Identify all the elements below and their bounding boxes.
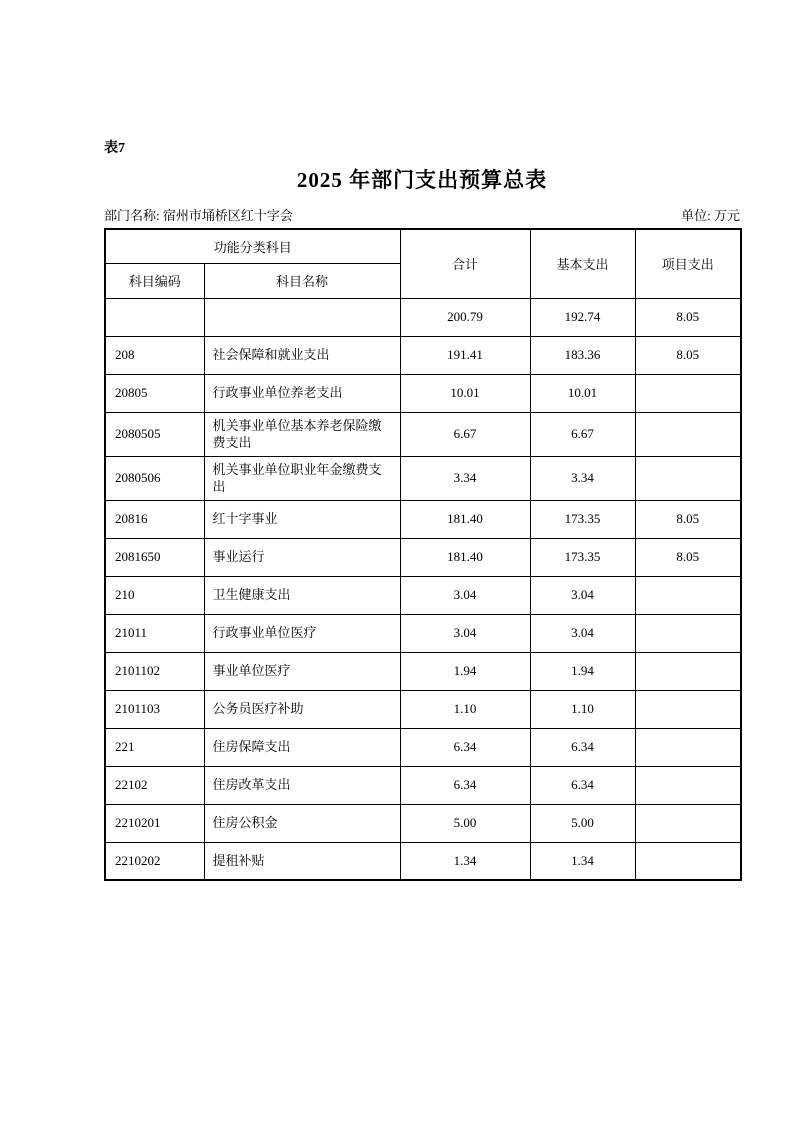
cell-total-value: 1.94 (400, 652, 530, 690)
cell-subject-code: 22102 (105, 766, 204, 804)
table-body (105, 298, 741, 880)
cell-subject-name: 机关事业单位基本养老保险缴费支出 (204, 412, 400, 456)
cell-subject-name: 社会保障和就业支出 (204, 336, 400, 374)
table-header (105, 229, 741, 298)
cell-total-value: 6.34 (400, 766, 530, 804)
cell-subject-code: 2101103 (105, 690, 204, 728)
cell-subject-name: 事业单位医疗 (204, 652, 400, 690)
cell-total-value: 5.00 (400, 804, 530, 842)
cell-subject-name: 住房公积金 (204, 804, 400, 842)
cell-basic-expenditure-value: 3.04 (530, 576, 635, 614)
table-row (105, 728, 741, 766)
cell-subject-name: 事业运行 (204, 538, 400, 576)
cell-subject-code: 2210201 (105, 804, 204, 842)
cell-subject-name: 行政事业单位养老支出 (204, 374, 400, 412)
cell-basic-expenditure-value: 183.36 (530, 336, 635, 374)
cell-subject-code: 221 (105, 728, 204, 766)
header-row-group (105, 229, 741, 263)
cell-total-value: 6.67 (400, 412, 530, 456)
meta-row (104, 207, 740, 224)
cell-subject-name: 红十字事业 (204, 500, 400, 538)
table-row (105, 804, 741, 842)
cell-basic-expenditure-value: 6.67 (530, 412, 635, 456)
cell-basic-expenditure-value: 1.94 (530, 652, 635, 690)
table-number-label: 表7 (104, 141, 125, 156)
table-row (105, 412, 741, 456)
table-row (105, 374, 741, 412)
cell-project-expenditure-value: 8.05 (635, 298, 741, 336)
cell-total-value: 191.41 (400, 336, 530, 374)
table-row (105, 614, 741, 652)
cell-project-expenditure-value (635, 614, 741, 652)
table-row (105, 500, 741, 538)
header-subject-name: 科目名称 (204, 263, 400, 298)
table-row (105, 842, 741, 880)
cell-basic-expenditure-value: 10.01 (530, 374, 635, 412)
cell-subject-code: 2081650 (105, 538, 204, 576)
cell-subject-name: 提租补贴 (204, 842, 400, 880)
cell-total-value: 1.10 (400, 690, 530, 728)
cell-total-value: 6.34 (400, 728, 530, 766)
cell-basic-expenditure-value: 5.00 (530, 804, 635, 842)
cell-basic-expenditure-value: 3.04 (530, 614, 635, 652)
cell-subject-code: 20816 (105, 500, 204, 538)
cell-total-value: 181.40 (400, 538, 530, 576)
cell-subject-code (105, 298, 204, 336)
cell-subject-code: 210 (105, 576, 204, 614)
cell-project-expenditure-value (635, 728, 741, 766)
cell-project-expenditure-value (635, 652, 741, 690)
cell-project-expenditure-value (635, 576, 741, 614)
unit-label: 单位: 万元 (681, 208, 740, 223)
cell-subject-code: 2080505 (105, 412, 204, 456)
table-row (105, 538, 741, 576)
cell-basic-expenditure-value: 1.34 (530, 842, 635, 880)
header-function-category: 功能分类科目 (105, 229, 400, 263)
cell-project-expenditure-value: 8.05 (635, 500, 741, 538)
cell-project-expenditure-value (635, 374, 741, 412)
table-row (105, 766, 741, 804)
cell-project-expenditure-value: 8.05 (635, 538, 741, 576)
cell-project-expenditure-value (635, 804, 741, 842)
cell-subject-name: 机关事业单位职业年金缴费支出 (204, 456, 400, 500)
cell-subject-name: 行政事业单位医疗 (204, 614, 400, 652)
cell-basic-expenditure-value: 6.34 (530, 728, 635, 766)
table-row (105, 576, 741, 614)
cell-subject-name: 住房改革支出 (204, 766, 400, 804)
cell-subject-name: 卫生健康支出 (204, 576, 400, 614)
cell-subject-code: 20805 (105, 374, 204, 412)
cell-total-value: 3.04 (400, 576, 530, 614)
cell-project-expenditure-value (635, 456, 741, 500)
table-row (105, 298, 741, 336)
cell-subject-code: 21011 (105, 614, 204, 652)
cell-subject-code: 2101102 (105, 652, 204, 690)
cell-subject-code: 2080506 (105, 456, 204, 500)
cell-basic-expenditure-value: 173.35 (530, 538, 635, 576)
header-basic-expenditure: 基本支出 (530, 229, 635, 298)
cell-total-value: 181.40 (400, 500, 530, 538)
cell-project-expenditure-value: 8.05 (635, 336, 741, 374)
cell-total-value: 3.04 (400, 614, 530, 652)
table-row (105, 652, 741, 690)
cell-total-value: 3.34 (400, 456, 530, 500)
cell-subject-name: 住房保障支出 (204, 728, 400, 766)
cell-subject-name (204, 298, 400, 336)
cell-basic-expenditure-value: 173.35 (530, 500, 635, 538)
header-subject-code: 科目编码 (105, 263, 204, 298)
cell-project-expenditure-value (635, 690, 741, 728)
cell-project-expenditure-value (635, 412, 741, 456)
cell-basic-expenditure-value: 3.34 (530, 456, 635, 500)
cell-project-expenditure-value (635, 842, 741, 880)
header-project-expenditure: 项目支出 (635, 229, 741, 298)
cell-subject-name: 公务员医疗补助 (204, 690, 400, 728)
table-row (105, 690, 741, 728)
cell-total-value: 1.34 (400, 842, 530, 880)
cell-total-value: 10.01 (400, 374, 530, 412)
department-name: 部门名称: 宿州市埇桥区红十字会 (104, 208, 293, 223)
table-row (105, 336, 741, 374)
table-row (105, 456, 741, 500)
budget-table (104, 228, 742, 881)
cell-basic-expenditure-value: 192.74 (530, 298, 635, 336)
cell-project-expenditure-value (635, 766, 741, 804)
cell-subject-code: 208 (105, 336, 204, 374)
cell-subject-code: 2210202 (105, 842, 204, 880)
cell-basic-expenditure-value: 6.34 (530, 766, 635, 804)
header-total: 合计 (400, 229, 530, 298)
cell-total-value: 200.79 (400, 298, 530, 336)
page-title: 2025 年部门支出预算总表 (296, 168, 548, 192)
document-content (104, 140, 740, 881)
cell-basic-expenditure-value: 1.10 (530, 690, 635, 728)
